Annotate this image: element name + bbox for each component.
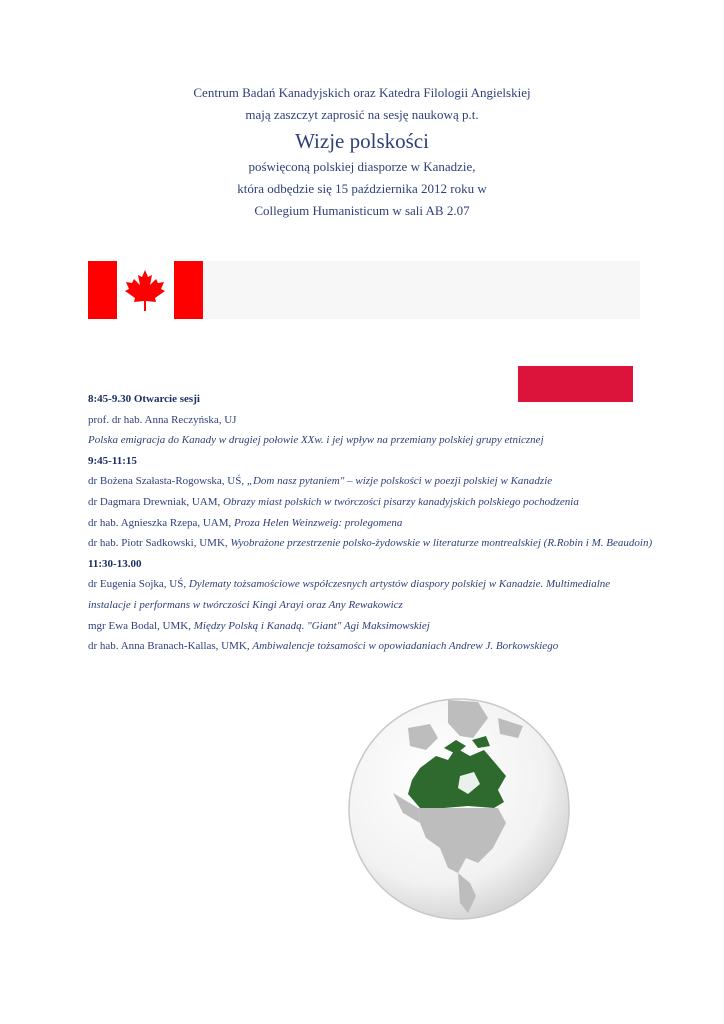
invitation-line: mają zaszczyt zaprosić na sesję naukową p.t. xyxy=(245,107,479,122)
speaker: dr hab. Anna Branach-Kallas, UMK, xyxy=(88,640,253,653)
talk-title: Proza Helen Weinzweig: prolegomena xyxy=(234,516,403,529)
talk-title: Obrazy miast polskich w twórczości pisarzy kanadyjskich polskiego pochodzenia xyxy=(223,495,579,508)
talk-title: Polska emigracja do Kanady w drugiej połowie XXw. i jej wpływ na przemiany polskiej grupy etnicznej xyxy=(88,434,544,447)
speaker: dr Eugenia Sojka, UŚ, xyxy=(88,578,189,591)
maple-leaf-icon xyxy=(122,267,168,313)
organizer-line: Centrum Badań Kanadyjskich oraz Katedra Filologii Angielskiej xyxy=(193,85,531,100)
session-time: 8:45-9.30 Otwarcie sesji xyxy=(88,393,200,405)
speaker: dr hab. Piotr Sadkowski, UMK, xyxy=(88,537,231,550)
flag-band xyxy=(88,261,640,319)
invitation-header xyxy=(0,82,724,222)
program xyxy=(88,389,653,657)
talk-title: Dylematy tożsamościowe współczesnych artystów diaspory polskiej w Kanadzie. Multimedialne instalacje i performans w twórczości Kingi Arayi oraz Any Rewakowicz xyxy=(88,578,611,611)
session-time: 9:45-11:15 xyxy=(88,454,137,467)
talk-entry xyxy=(88,616,648,637)
speaker: dr Dagmara Drewniak, UAM, xyxy=(88,495,224,508)
talk-title: Ambiwalencje tożsamości w opowiadaniach Andrew J. Borkowskiego xyxy=(252,640,559,653)
speaker: dr Bożena Szałasta-Rogowska, UŚ, xyxy=(88,475,247,488)
canada-flag xyxy=(88,261,203,319)
session-title: Wizje polskości xyxy=(295,129,429,153)
speaker: prof. dr hab. Anna Reczyńska, UJ xyxy=(88,413,237,426)
speaker: mgr Ewa Bodal, UMK, xyxy=(88,619,194,632)
talk-title: „Dom nasz pytaniem" – wizje polskości w poezji polskiej w Kanadzie xyxy=(246,475,553,488)
talk-title: Wyobrażone przestrzenie polsko-żydowskie w literaturze montrealskiej (R.Robin i M. Beaudoin) xyxy=(230,537,653,550)
subject-line: poświęconą polskiej diasporze w Kanadzie, xyxy=(248,159,476,174)
talk-entry xyxy=(88,492,648,513)
talk-entry xyxy=(88,513,648,534)
talk-entry xyxy=(88,471,648,492)
talk-entry xyxy=(88,533,653,554)
talk-entry xyxy=(88,574,648,615)
date-line: która odbędzie się 15 października 2012 roku w xyxy=(237,181,487,196)
session-time: 11:30-13.00 xyxy=(88,557,142,570)
globe-canada-map xyxy=(348,698,570,920)
speaker: dr hab. Agnieszka Rzepa, UAM, xyxy=(88,516,235,529)
talk-title: Między Polską i Kanadą. "Giant" Agi Maksimowskiej xyxy=(193,619,430,632)
talk-entry xyxy=(88,636,648,657)
venue-line: Collegium Humanisticum w sali AB 2.07 xyxy=(254,203,470,218)
